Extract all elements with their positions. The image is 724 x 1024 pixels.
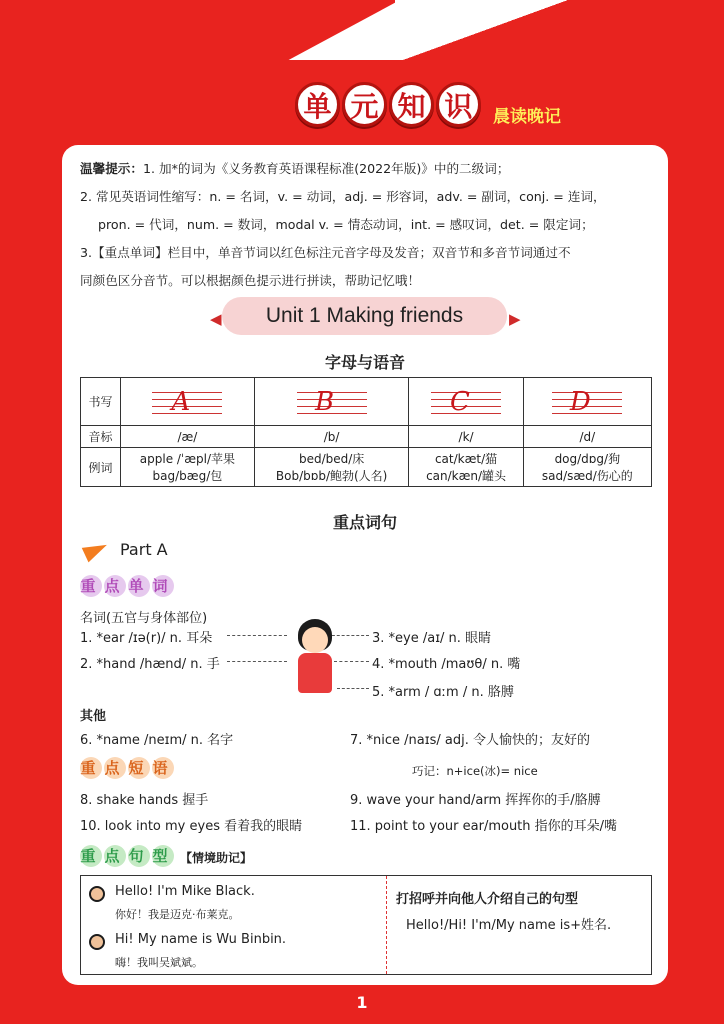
arrow-hand <box>227 661 287 662</box>
tag-char: 单 <box>128 577 150 595</box>
letter-big-c: C <box>449 386 470 417</box>
dialog-box <box>80 875 652 975</box>
tips-label: 温馨提示： <box>80 161 143 176</box>
examples-a <box>121 448 255 487</box>
examples-c <box>409 448 523 487</box>
arrow-arm <box>337 688 369 689</box>
letter-cell-a <box>121 378 255 426</box>
tips-block <box>80 155 656 295</box>
phrase-item-10: 10. look into my eyes 看着我的眼睛 <box>80 819 303 834</box>
example-d-2: sad/sæd/伤心的 <box>541 469 633 483</box>
tag-char: 点 <box>104 577 126 595</box>
part-a-heading <box>84 540 168 559</box>
sentences-note: 【情境助记】 <box>180 851 253 865</box>
example-c-2: can/kæn/罐头 <box>426 469 507 483</box>
tag-char: 重 <box>80 759 102 777</box>
tag-char: 句 <box>128 847 150 865</box>
dialog-line-1-cn: 你好！我是迈克·布莱克。 <box>115 908 240 921</box>
example-a-2: bag/bæg/包 <box>152 469 223 483</box>
example-b-2: Bob/bɒb/鲍勃(人名) <box>275 469 388 483</box>
example-b-1: bed/bed/床 <box>298 452 365 466</box>
paper-plane-icon <box>82 537 111 562</box>
title-char-2: 元 <box>342 82 387 127</box>
title-char-4: 识 <box>436 82 481 127</box>
letters-section-title: 字母与语音 <box>324 353 405 372</box>
tag-char: 重 <box>80 847 102 865</box>
dialog-line-2-cn: 嗨！我叫吴斌斌。 <box>115 956 203 969</box>
example-c-1: cat/kæt/猫 <box>434 452 498 466</box>
content-card <box>62 145 668 985</box>
other-item-6: 6. *name /neɪm/ n. 名字 <box>80 733 234 748</box>
page-number: 1 <box>356 993 368 1012</box>
phrase-item-9: 9. wave your hand/arm 挥挥你的手/胳膊 <box>350 793 601 808</box>
title-char-1: 单 <box>295 82 340 127</box>
phrase-item-11: 11. point to your ear/mouth 指你的耳朵/嘴 <box>350 819 618 834</box>
phonetic-b: /b/ <box>254 426 409 448</box>
tag-key-phrases <box>80 757 176 779</box>
part-a-label: Part A <box>120 540 168 559</box>
tag-char: 重 <box>80 577 102 595</box>
mike-avatar-icon <box>89 886 105 902</box>
nouns-title: 名词(五官与身体部位) <box>80 611 208 626</box>
girl-illustration <box>290 619 340 697</box>
tag-key-sentences <box>80 845 176 867</box>
phrase-item-8: 8. shake hands 握手 <box>80 793 209 808</box>
phonetic-d: /d/ <box>523 426 651 448</box>
tag-key-words <box>80 575 176 597</box>
dialog-line-1: Hello! I'm Mike Black. <box>115 884 255 899</box>
table-row-examples <box>81 448 652 487</box>
tag-char: 语 <box>152 759 174 777</box>
phonetic-c: /k/ <box>409 426 523 448</box>
table-row-writing <box>81 378 652 426</box>
memo-nice: 巧记：n+ice(冰)= nice <box>412 764 538 778</box>
wu-binbin-avatar-icon <box>89 934 105 950</box>
row-label-writing: 书写 <box>81 378 121 426</box>
tips-line-2: 2. 常见英语词性缩写：n. = 名词，v. = 动词，adj. = 形容词，adv. = 副词，conj. = 连词， <box>80 189 606 204</box>
tag-char: 点 <box>104 847 126 865</box>
table-row-phonetic <box>81 426 652 448</box>
other-item-7: 7. *nice /naɪs/ adj. 令人愉快的；友好的 <box>350 733 590 748</box>
banner-left-wing-icon: ◀ <box>210 310 222 328</box>
tips-line-4: 3.【重点单词】栏目中，单音节词以红色标注元音字母及发音；双音节和多音节词通过不 <box>80 245 571 260</box>
phonetic-a: /æ/ <box>121 426 255 448</box>
letter-cell-d <box>523 378 651 426</box>
word-item-3: 3. *eye /aɪ/ n. 眼睛 <box>372 631 492 646</box>
letter-big-b: B <box>315 386 335 417</box>
tag-char: 型 <box>152 847 174 865</box>
dialog-right-body: Hello!/Hi! I'm/My name is+姓名. <box>406 918 612 933</box>
row-label-phonetic: 音标 <box>81 426 121 448</box>
example-a-1: apple /ˈæpl/苹果 <box>139 452 236 466</box>
letters-table <box>80 377 652 487</box>
tag-char: 点 <box>104 759 126 777</box>
arrow-ear <box>227 635 287 636</box>
letter-big-d: D <box>569 386 591 417</box>
letter-big-a: A <box>171 386 191 417</box>
letter-cell-c <box>409 378 523 426</box>
examples-b <box>254 448 409 487</box>
banner-right-wing-icon: ▶ <box>509 310 521 328</box>
letter-cell-b <box>254 378 409 426</box>
others-title: 其他 <box>80 709 107 724</box>
tips-line-3: pron. = 代词，num. = 数词，modal v. = 情态动词，int. = 感叹词，det. = 限定词； <box>98 217 594 232</box>
key-section-title: 重点词句 <box>332 513 397 532</box>
word-item-4: 4. *mouth /maʊθ/ n. 嘴 <box>372 657 521 672</box>
tips-line-1 <box>80 155 656 183</box>
row-label-examples: 例词 <box>81 448 121 487</box>
tag-char: 词 <box>152 577 174 595</box>
word-item-5: 5. *arm / ɑːm / n. 胳膊 <box>372 685 514 700</box>
unit-knowledge-title <box>295 82 561 127</box>
girl-face <box>302 627 328 653</box>
title-char-3: 知 <box>389 82 434 127</box>
tips-line-1-text: 1. 加*的词为《义务教育英语课程标准(2022年版)》中的二级词； <box>142 161 510 176</box>
example-d-1: dog/dɒg/狗 <box>554 452 621 466</box>
word-item-2: 2. *hand /hænd/ n. 手 <box>80 657 220 672</box>
unit-title: Unit 1 Making friends <box>222 297 507 335</box>
word-item-1: 1. *ear /ɪə(r)/ n. 耳朵 <box>80 631 213 646</box>
subtitle: 晨读晚记 <box>493 107 561 127</box>
dialog-right-title: 打招呼并向他人介绍自己的句型 <box>396 892 579 907</box>
dialog-line-2: Hi! My name is Wu Binbin. <box>115 932 287 947</box>
girl-body <box>298 653 332 693</box>
tips-line-5: 同颜色区分音节。可以根据颜色提示进行拼读，帮助记忆哦！ <box>80 273 421 288</box>
tag-char: 短 <box>128 759 150 777</box>
examples-d <box>523 448 651 487</box>
dialog-divider <box>386 876 387 974</box>
